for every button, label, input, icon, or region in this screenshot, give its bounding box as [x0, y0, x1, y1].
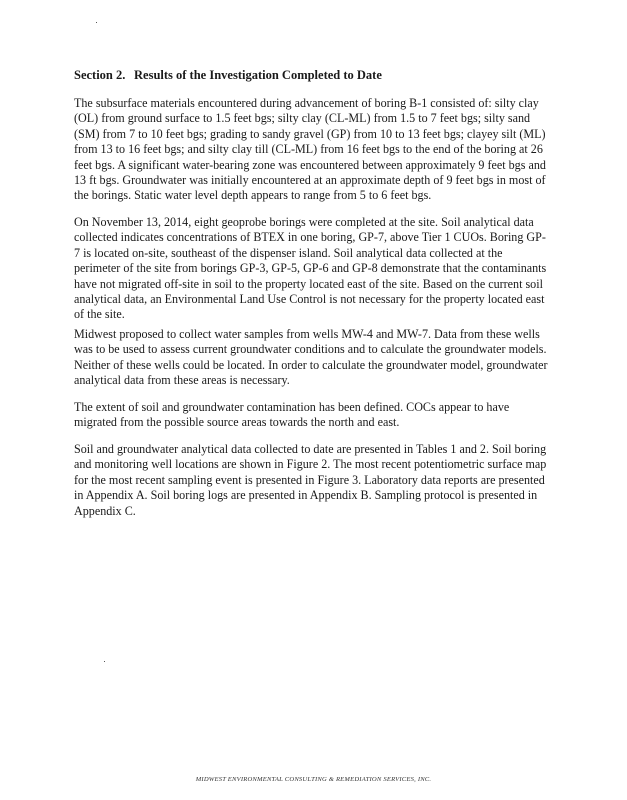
paragraph-subsurface-materials: The subsurface materials encountered during advancement of boring B-1 consisted of: silty clay (OL) from ground surface to 1.5 feet bgs; silty clay (CL-ML) from 1.5 to 7 feet bgs; silty sand (SM) from 7 to 10 feet bgs; grading to sandy gravel (GP) from 10 to 13 feet bgs; clayey silt (ML) from 13 to 16 feet bgs; and silty clay till (CL-ML) from 16 feet bgs to the end of the boring at 26 feet bgs. A significant water-bearing zone was encountered between approximately 9 feet bgs and 13 ft bgs. Groundwater was initially encountered at an approximate depth of 9 feet bgs in most of the borings. Static water level depth appears to range from 5 to 6 feet bgs. [74, 96, 546, 203]
scan-mark [96, 22, 97, 23]
paragraph-geoprobe-borings: On November 13, 2014, eight geoprobe borings were completed at the site. Soil analytical data collected indicates concentrations of BTEX in one boring, GP-7, above Tier 1 CUOs. Boring GP-7 is located on-site, southeast of the dispenser island. Soil analytical data collected at the perimeter of the site from borings GP-3, GP-5, GP-6 and GP-8 demonstrate that the contaminants have not migrated off-site in soil to the property located east of the site. Based on the current soil analytical data, an Environmental Land Use Control is not necessary for the property located east of the site. [74, 215, 547, 322]
section-number: Section 2. [74, 68, 126, 82]
paragraph-contamination-extent: The extent of soil and groundwater contamination has been defined. COCs appear to have migrated from the possible source areas towards the north and east. [74, 400, 510, 430]
paragraph-data-references: Soil and groundwater analytical data collected to date are presented in Tables 1 and 2. Soil boring and monitoring well locations are shown in Figure 2. The most recent potentiometric surface map for the most recent sampling event is presented in Figure 3. Laboratory data reports are presented in Appendix A. Soil boring logs are presented in Appendix B. Sampling protocol is presented in Appendix C. [74, 442, 547, 518]
section-title: Results of the Investigation Completed to Date [134, 68, 382, 82]
scan-mark [104, 661, 105, 662]
paragraph-water-samples: Midwest proposed to collect water samples from wells MW-4 and MW-7. Data from these wells was to be used to assess current groundwater conditions and to calculate the groundwater models. Neither of these wells could be located. In order to calculate the groundwater model, groundwater analytical data from these areas is necessary. [74, 327, 548, 388]
section-heading [74, 68, 382, 83]
page-footer: MIDWEST ENVIRONMENTAL CONSULTING & REMEDIATION SERVICES, INC. [195, 776, 432, 783]
